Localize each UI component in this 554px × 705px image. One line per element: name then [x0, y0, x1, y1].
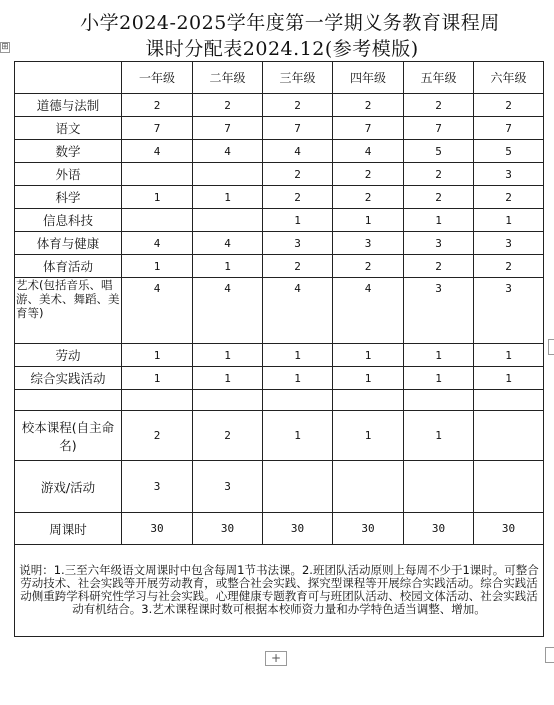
value-cell: 2	[193, 411, 263, 461]
value-cell: 3	[404, 232, 474, 255]
value-cell: 2	[263, 186, 333, 209]
value-cell: 7	[404, 117, 474, 140]
add-row-button[interactable]	[265, 651, 287, 666]
value-cell: 2	[122, 94, 193, 117]
page-title-line-1: 小学2024-2025学年度第一学期义务教育课程周	[80, 12, 500, 34]
value-cell: 1	[333, 367, 404, 390]
value-cell: 1	[474, 209, 544, 232]
value-cell: 2	[263, 94, 333, 117]
value-cell	[122, 163, 193, 186]
value-cell	[404, 390, 474, 411]
table-row	[15, 232, 544, 255]
value-cell: 2	[333, 255, 404, 278]
value-cell: 4	[122, 278, 193, 344]
header-cell	[15, 62, 122, 94]
subject-cell: 综合实践活动	[15, 367, 122, 390]
value-cell: 2	[333, 186, 404, 209]
value-cell: 3	[333, 232, 404, 255]
subject-cell: 语文	[15, 117, 122, 140]
value-cell: 4	[193, 278, 263, 344]
note-row	[15, 545, 544, 637]
header-cell: 五年级	[404, 62, 474, 94]
value-cell: 7	[193, 117, 263, 140]
value-cell: 1	[263, 367, 333, 390]
value-cell: 1	[193, 186, 263, 209]
table-row	[15, 94, 544, 117]
subject-cell: 体育与健康	[15, 232, 122, 255]
value-cell: 2	[404, 163, 474, 186]
table-row	[15, 140, 544, 163]
value-cell: 4	[122, 140, 193, 163]
value-cell: 1	[404, 344, 474, 367]
subject-cell: 劳动	[15, 344, 122, 367]
value-cell: 4	[263, 278, 333, 344]
subject-cell: 外语	[15, 163, 122, 186]
value-cell: 3	[474, 278, 544, 344]
value-cell	[122, 209, 193, 232]
table-row	[15, 344, 544, 367]
value-cell: 4	[263, 140, 333, 163]
table-row	[15, 209, 544, 232]
subject-cell: 周课时	[15, 513, 122, 545]
value-cell	[193, 390, 263, 411]
value-cell: 1	[193, 367, 263, 390]
value-cell: 30	[333, 513, 404, 545]
value-cell: 2	[404, 94, 474, 117]
value-cell: 3	[122, 461, 193, 513]
table-row	[15, 367, 544, 390]
value-cell: 1	[122, 367, 193, 390]
subject-cell: 体育活动	[15, 255, 122, 278]
value-cell	[193, 209, 263, 232]
header-cell: 一年级	[122, 62, 193, 94]
table-row	[15, 411, 544, 461]
value-cell: 5	[474, 140, 544, 163]
subject-cell: 信息科技	[15, 209, 122, 232]
value-cell: 1	[333, 344, 404, 367]
value-cell: 30	[404, 513, 474, 545]
value-cell: 3	[193, 461, 263, 513]
value-cell: 7	[122, 117, 193, 140]
value-cell: 2	[193, 94, 263, 117]
table-row	[15, 163, 544, 186]
table-row	[15, 461, 544, 513]
value-cell	[404, 461, 474, 513]
value-cell	[474, 461, 544, 513]
corner-icon[interactable]	[545, 647, 554, 663]
value-cell: 30	[122, 513, 193, 545]
value-cell: 2	[474, 94, 544, 117]
value-cell: 3	[263, 232, 333, 255]
value-cell	[122, 390, 193, 411]
value-cell: 1	[122, 186, 193, 209]
subject-cell: 科学	[15, 186, 122, 209]
value-cell: 2	[333, 94, 404, 117]
value-cell: 4	[193, 140, 263, 163]
value-cell: 4	[333, 140, 404, 163]
value-cell: 1	[404, 367, 474, 390]
value-cell: 1	[263, 344, 333, 367]
table-row	[15, 186, 544, 209]
value-cell: 1	[404, 411, 474, 461]
table-row	[15, 278, 544, 344]
value-cell	[474, 390, 544, 411]
value-cell: 30	[474, 513, 544, 545]
table-row	[15, 117, 544, 140]
value-cell: 4	[122, 232, 193, 255]
subject-cell: 艺术(包括音乐、唱游、美术、舞蹈、美育等)	[15, 278, 122, 344]
value-cell: 2	[404, 186, 474, 209]
header-cell: 三年级	[263, 62, 333, 94]
header-row	[15, 62, 544, 94]
value-cell: 2	[263, 163, 333, 186]
value-cell: 3	[404, 278, 474, 344]
page-title-line-2: 课时分配表2024.12(参考模版)	[145, 38, 419, 60]
note-text: 说明：1.三至六年级语文周课时中包含每周1节书法课。2.班团队活动原则上每周不少于1课时。可整合劳动技术、社会实践等开展劳动教育，或整合社会实践、探究型课程等开展综合实践活动。综合实践活动侧重跨学科研究性学习与社会实践。心理健康专题教育可与班团队活动、校园文体活动、社会实践活动有机结合。3.艺术课程课时数可根据本校师资力量和办学特色适当调整、增加。	[15, 545, 544, 637]
value-cell: 1	[122, 344, 193, 367]
value-cell: 2	[404, 255, 474, 278]
value-cell: 3	[474, 163, 544, 186]
corner-icon[interactable]	[548, 339, 554, 355]
value-cell: 3	[474, 232, 544, 255]
value-cell: 4	[193, 232, 263, 255]
value-cell: 1	[193, 344, 263, 367]
value-cell: 30	[193, 513, 263, 545]
value-cell	[474, 411, 544, 461]
schedule-table	[14, 61, 544, 637]
value-cell: 1	[263, 411, 333, 461]
value-cell: 1	[122, 255, 193, 278]
subject-cell: 游戏/活动	[15, 461, 122, 513]
value-cell	[333, 390, 404, 411]
value-cell: 7	[263, 117, 333, 140]
value-cell: 7	[474, 117, 544, 140]
value-cell: 1	[333, 209, 404, 232]
header-cell: 四年级	[333, 62, 404, 94]
value-cell	[263, 390, 333, 411]
value-cell: 7	[333, 117, 404, 140]
value-cell: 1	[333, 411, 404, 461]
plus-icon: +	[270, 651, 282, 665]
value-cell: 2	[474, 186, 544, 209]
value-cell: 2	[333, 163, 404, 186]
subject-cell	[15, 390, 122, 411]
total-row	[15, 513, 544, 545]
table-row	[15, 390, 544, 411]
value-cell: 2	[122, 411, 193, 461]
grid-icon[interactable]: ⊞	[1, 42, 9, 52]
value-cell: 5	[404, 140, 474, 163]
value-cell: 4	[333, 278, 404, 344]
value-cell: 2	[474, 255, 544, 278]
value-cell: 1	[263, 209, 333, 232]
value-cell	[333, 461, 404, 513]
header-cell: 六年级	[474, 62, 544, 94]
subject-cell: 数学	[15, 140, 122, 163]
subject-cell: 校本课程(自主命名)	[15, 411, 122, 461]
value-cell: 1	[474, 344, 544, 367]
table-row	[15, 255, 544, 278]
header-cell: 二年级	[193, 62, 263, 94]
value-cell: 2	[263, 255, 333, 278]
value-cell: 30	[263, 513, 333, 545]
value-cell: 1	[193, 255, 263, 278]
value-cell	[193, 163, 263, 186]
subject-cell: 道德与法制	[15, 94, 122, 117]
value-cell: 1	[474, 367, 544, 390]
value-cell: 1	[404, 209, 474, 232]
value-cell	[263, 461, 333, 513]
